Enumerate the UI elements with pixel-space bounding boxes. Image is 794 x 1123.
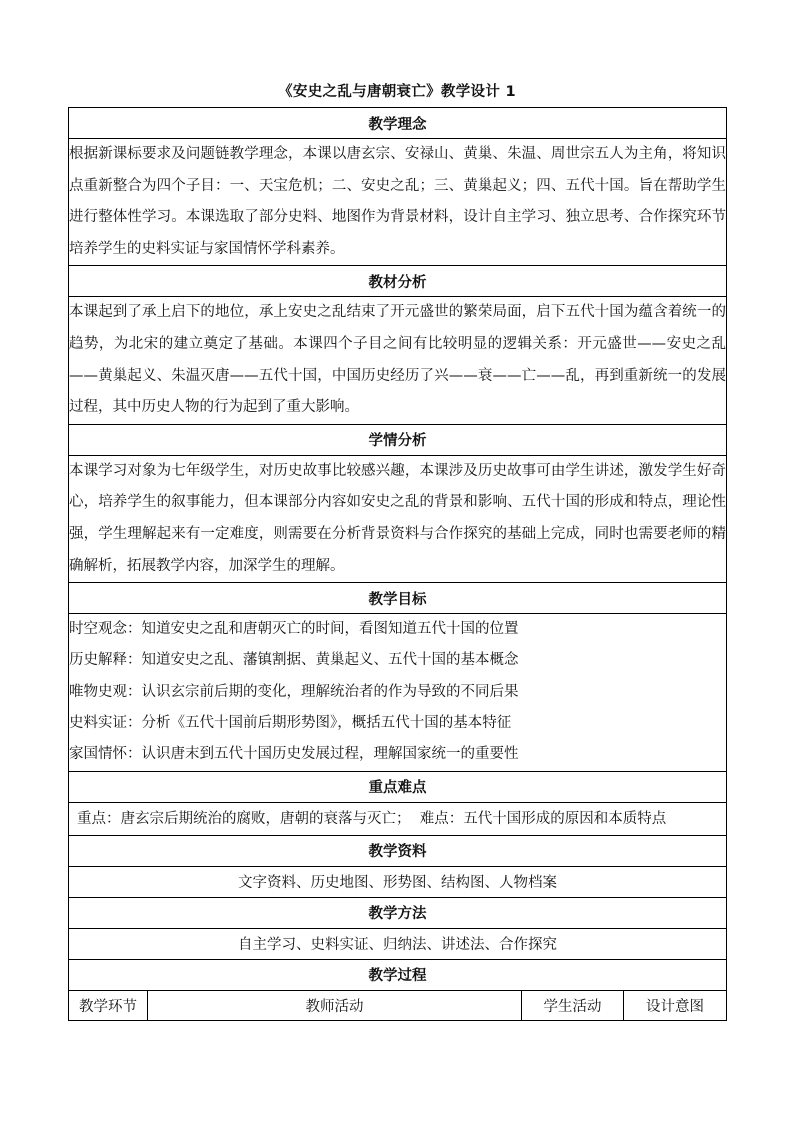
lesson-plan-table <box>68 107 727 1021</box>
column-header-student-activity: 学生活动 <box>522 990 624 1020</box>
document-title: 《安史之乱与唐朝衰亡》教学设计 1 <box>278 84 516 100</box>
section-heading-keypoints: 重点难点 <box>69 771 727 802</box>
objective-item: 时空观念：知道安史之乱和唐朝灭亡的时间，看图知道五代十国的位置 <box>69 621 519 638</box>
process-header-row <box>69 990 727 1020</box>
philosophy-text: 根据新课标要求及问题链教学理念，本课以唐玄宗、安禄山、黄巢、朱温、周世宗五人为主角，将知识点重新整合为四个子目：一、天宝危机；二、安史之乱；三、黄巢起义；四、五代十国。旨在帮助学生进行整体性学习。本课选取了部分史料、地图作为背景材料，设计自主学习、独立思考、合作探究环节培养学生的史料实证与家国情怀学科素养。 <box>69 139 727 266</box>
column-header-teacher-activity: 教师活动 <box>148 990 522 1020</box>
section-heading-row <box>69 959 727 990</box>
column-header-stage: 教学环节 <box>69 990 148 1020</box>
section-heading-resources: 教学资料 <box>69 835 727 866</box>
section-heading-row <box>69 108 727 139</box>
section-heading-methods: 教学方法 <box>69 897 727 928</box>
section-body-row <box>69 614 727 771</box>
section-heading-row <box>69 835 727 866</box>
column-header-design-intent: 设计意图 <box>624 990 727 1020</box>
student-analysis-text: 本课学习对象为七年级学生，对历史故事比较感兴趣，本课涉及历史故事可由学生讲述，激发学生好奇心，培养学生的叙事能力，但本课部分内容如安史之乱的背景和影响、五代十国的形成和特点，理论性强，学生理解起来有一定难度，则需要在分析背景资料与合作探究的基础上完成，同时也需要老师的精确解析，拓展教学内容，加深学生的理解。 <box>69 455 727 582</box>
section-body-row <box>69 297 727 424</box>
methods-text: 自主学习、史料实证、归纳法、讲述法、合作探究 <box>69 928 727 959</box>
keypoints-text: 重点：唐玄宗后期统治的腐败，唐朝的衰落与灭亡； 难点：五代十国形成的原因和本质特点 <box>69 802 727 835</box>
resources-text: 文字资料、历史地图、形势图、结构图、人物档案 <box>69 866 727 897</box>
section-body-row <box>69 139 727 266</box>
section-heading-row <box>69 583 727 614</box>
section-heading-row <box>69 424 727 455</box>
objectives-list <box>69 614 727 771</box>
section-heading-objectives: 教学目标 <box>69 583 727 614</box>
section-heading-process: 教学过程 <box>69 959 727 990</box>
objective-item: 唯物史观：认识玄宗前后期的变化，理解统治者的作为导致的不同后果 <box>69 683 519 700</box>
section-body-row <box>69 928 727 959</box>
objective-item: 家国情怀：认识唐末到五代十国历史发展过程，理解国家统一的重要性 <box>69 746 519 763</box>
section-heading-row <box>69 266 727 297</box>
section-body-row <box>69 802 727 835</box>
objective-item: 史料实证：分析《五代十国前后期形势图》，概括五代十国的基本特征 <box>69 715 512 732</box>
section-heading-textbook: 教材分析 <box>69 266 727 297</box>
section-heading-philosophy: 教学理念 <box>69 108 727 139</box>
section-heading-row <box>69 897 727 928</box>
objective-item: 历史解释：知道安史之乱、藩镇割据、黄巢起义、五代十国的基本概念 <box>69 652 519 669</box>
section-body-row <box>69 866 727 897</box>
textbook-analysis-text: 本课起到了承上启下的地位，承上安史之乱结束了开元盛世的繁荣局面，启下五代十国为蕴含着统一的趋势，为北宋的建立奠定了基础。本课四个子目之间有比较明显的逻辑关系：开元盛世——安史之乱——黄巢起义、朱温灭唐——五代十国，中国历史经历了兴——衰——亡——乱，再到重新统一的发展过程，其中历史人物的行为起到了重大影响。 <box>69 297 727 424</box>
section-heading-students: 学情分析 <box>69 424 727 455</box>
section-body-row <box>69 455 727 582</box>
section-heading-row <box>69 771 727 802</box>
